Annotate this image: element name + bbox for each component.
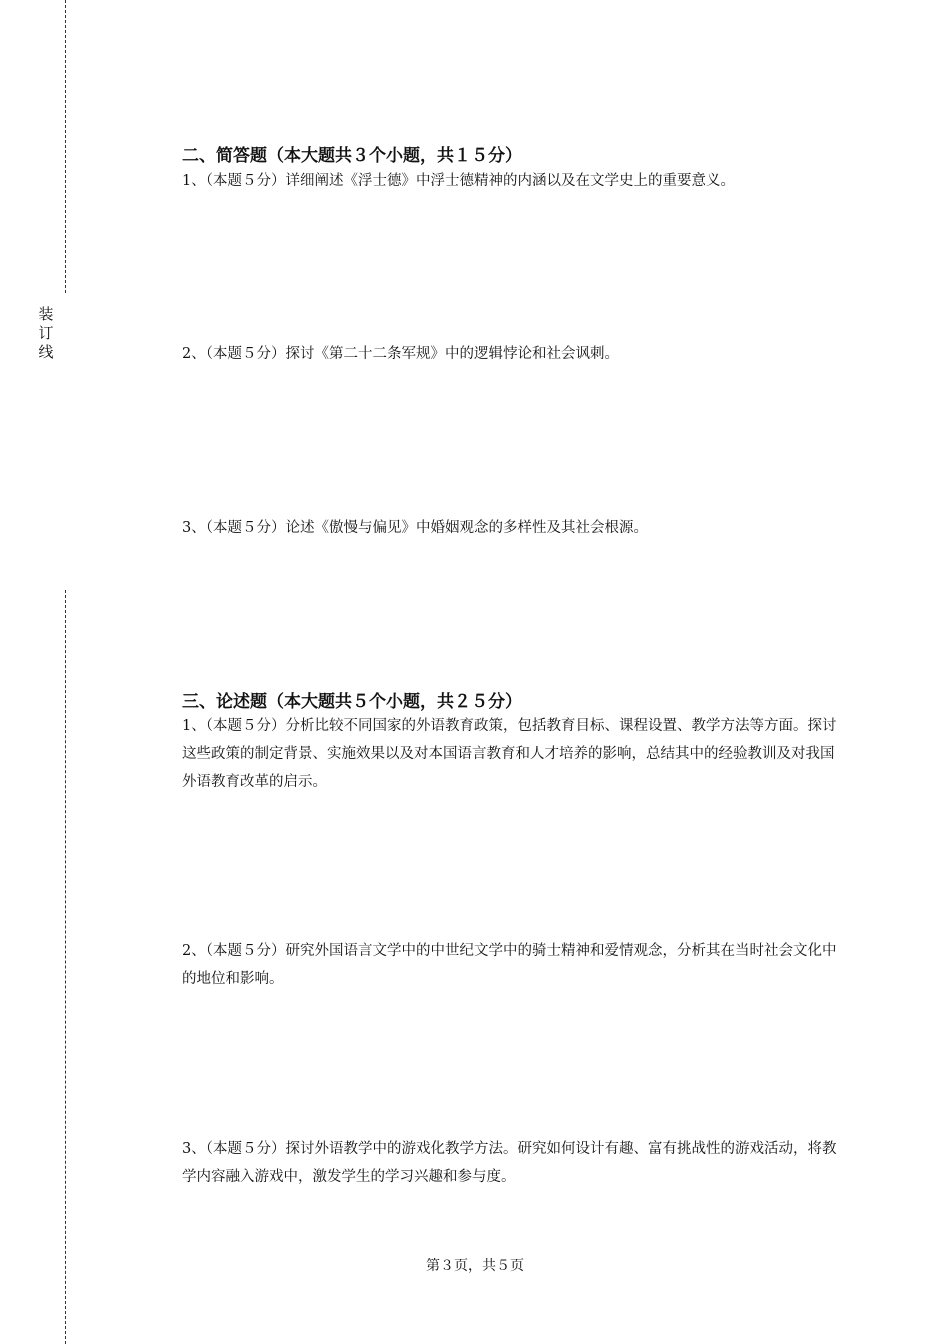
section-2-question-1: 1、（本题５分）详细阐述《浮士德》中浮士德精神的内涵以及在文学史上的重要意义。 bbox=[182, 173, 735, 189]
section-2-question-3: 3、（本题５分）论述《傲慢与偏见》中婚姻观念的多样性及其社会根源。 bbox=[182, 520, 648, 536]
binding-label: 装 订 线 bbox=[38, 305, 54, 361]
binding-line-top bbox=[65, 0, 66, 293]
section-3-question-3: 3、（本题５分）探讨外语教学中的游戏化教学方法。研究如何设计有趣、富有挑战性的游戏活动，将教学内容融入游戏中，激发学生的学习兴趣和参与度。 bbox=[182, 1141, 837, 1185]
page-footer: 第３页，共５页 bbox=[426, 1258, 524, 1274]
binding-line-bottom bbox=[65, 590, 66, 1344]
section-3-question-1: 1、（本题５分）分析比较不同国家的外语教育政策，包括教育目标、课程设置、教学方法等方面。探讨这些政策的制定背景、实施效果以及对本国语言教育和人才培养的影响，总结其中的经验教训及对我国外语教育改革的启示。 bbox=[182, 718, 837, 790]
section-2-title: 二、简答题（本大题共３个小题，共１５分） bbox=[182, 146, 522, 166]
section-3-title: 三、论述题（本大题共５个小题，共２５分） bbox=[182, 692, 522, 712]
section-2-question-2: 2、（本题５分）探讨《第二十二条军规》中的逻辑悖论和社会讽刺。 bbox=[182, 346, 619, 362]
section-3-question-2: 2、（本题５分）研究外国语言文学中的中世纪文学中的骑士精神和爱情观念，分析其在当时社会文化中的地位和影响。 bbox=[182, 943, 837, 987]
